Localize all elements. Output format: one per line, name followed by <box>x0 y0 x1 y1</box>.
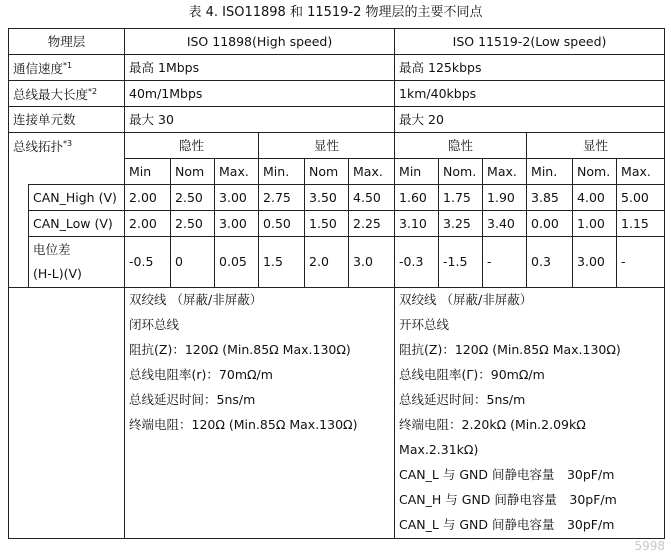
comparison-table-wrapper <box>8 28 664 539</box>
label-topology-text: 总线拓扑 <box>13 139 64 155</box>
hs-sub-5: Max. <box>349 159 395 185</box>
can-low-v7: 3.25 <box>439 211 483 237</box>
label-speed-text: 通信速度 <box>13 61 64 77</box>
hs-desc-line: 总线电阻率(r)：70mΩ/m <box>129 367 273 382</box>
can-high-v2: 3.00 <box>215 185 259 211</box>
ls-sub-1: Nom. <box>439 159 483 185</box>
ls-sub-4: Nom. <box>573 159 617 185</box>
can-low-v5: 2.25 <box>349 211 395 237</box>
can-high-v10: 4.00 <box>573 185 617 211</box>
can-high-v4: 3.50 <box>305 185 349 211</box>
label-speed <box>9 55 125 81</box>
can-high-v0: 2.00 <box>125 185 171 211</box>
diff-v7: -1.5 <box>439 237 483 288</box>
indent-cell <box>9 211 29 237</box>
diff-v6: -0.3 <box>395 237 439 288</box>
ls-sub-3: Min. <box>527 159 573 185</box>
label-length-text: 总线最大长度 <box>13 87 89 103</box>
hs-speed: 最高 1Mbps <box>125 55 395 81</box>
can-low-v2: 3.00 <box>215 211 259 237</box>
label-can-high: CAN_High (V) <box>29 185 125 211</box>
indent-cell <box>9 237 29 288</box>
label-differential-line2: (H-L)(V) <box>33 266 82 281</box>
hs-dominant: 显性 <box>259 133 395 159</box>
diff-v9: 0.3 <box>527 237 573 288</box>
diff-v10: 3.00 <box>573 237 617 288</box>
can-high-v8: 1.90 <box>483 185 527 211</box>
ls-desc-line: 阻抗(Z)：120Ω (Min.85Ω Max.130Ω) <box>399 342 621 357</box>
can-low-v6: 3.10 <box>395 211 439 237</box>
ls-units: 最大 20 <box>395 107 665 133</box>
label-units: 连接单元数 <box>9 107 125 133</box>
can-low-v10: 1.00 <box>573 211 617 237</box>
hs-desc-line: 阻抗(Z)：120Ω (Min.85Ω Max.130Ω) <box>129 342 351 357</box>
diff-v0: -0.5 <box>125 237 171 288</box>
row-can-low <box>9 211 665 237</box>
comparison-table <box>8 28 665 539</box>
can-low-v0: 2.00 <box>125 211 171 237</box>
label-length <box>9 81 125 107</box>
ls-desc-line: CAN_H 与 GND 间静电容量 30pF/m <box>399 492 617 507</box>
can-low-v1: 2.50 <box>171 211 215 237</box>
diff-v2: 0.05 <box>215 237 259 288</box>
ls-speed: 最高 125kbps <box>395 55 665 81</box>
hs-sub-3: Min. <box>259 159 305 185</box>
diff-v8: - <box>483 237 527 288</box>
ls-recessive: 隐性 <box>395 133 527 159</box>
hs-desc-line: 双绞线 （屏蔽/非屏蔽） <box>129 292 263 307</box>
ls-desc-line: 总线电阻率(Γ)：90mΩ/m <box>399 367 545 382</box>
can-low-v11: 1.15 <box>617 211 665 237</box>
hs-description <box>125 288 395 539</box>
hs-length: 40m/1Mbps <box>125 81 395 107</box>
row-can-high <box>9 185 665 211</box>
ls-desc-line: CAN_L 与 GND 间静电容量 30pF/m <box>399 517 615 532</box>
row-description <box>9 288 665 539</box>
label-can-low: CAN_Low (V) <box>29 211 125 237</box>
label-differential <box>29 237 125 288</box>
diff-v5: 3.0 <box>349 237 395 288</box>
can-low-v9: 0.00 <box>527 211 573 237</box>
can-low-v4: 1.50 <box>305 211 349 237</box>
row-units <box>9 107 665 133</box>
label-differential-line1: 电位差 <box>33 242 71 257</box>
row-speed <box>9 55 665 81</box>
header-physical-layer: 物理层 <box>9 29 125 55</box>
watermark: 5998 <box>634 539 665 553</box>
ls-desc-line: CAN_L 与 GND 间静电容量 30pF/m <box>399 467 615 482</box>
label-topology-sup: *3 <box>63 139 73 149</box>
hs-desc-line: 闭环总线 <box>129 317 180 332</box>
ls-desc-line: 总线延迟时间：5ns/m <box>399 392 526 407</box>
hs-sub-0: Min <box>125 159 171 185</box>
can-high-v7: 1.75 <box>439 185 483 211</box>
can-high-v9: 3.85 <box>527 185 573 211</box>
header-row <box>9 29 665 55</box>
ls-desc-line: 双绞线 （屏蔽/非屏蔽） <box>399 292 533 307</box>
indent-cell <box>9 185 29 211</box>
header-high-speed: ISO 11898(High speed) <box>125 29 395 55</box>
ls-desc-line: 开环总线 <box>399 317 450 332</box>
can-high-v11: 5.00 <box>617 185 665 211</box>
row-topology-head <box>9 133 665 159</box>
ls-length: 1km/40kbps <box>395 81 665 107</box>
hs-units: 最大 30 <box>125 107 395 133</box>
label-speed-sup: *1 <box>63 60 73 70</box>
row-length <box>9 81 665 107</box>
row-differential <box>9 237 665 288</box>
can-high-v1: 2.50 <box>171 185 215 211</box>
ls-desc-line: 终端电阻：2.20kΩ (Min.2.09kΩ <box>399 417 586 432</box>
diff-v1: 0 <box>171 237 215 288</box>
can-high-v3: 2.75 <box>259 185 305 211</box>
hs-sub-1: Nom <box>171 159 215 185</box>
hs-recessive: 隐性 <box>125 133 259 159</box>
header-low-speed: ISO 11519-2(Low speed) <box>395 29 665 55</box>
ls-dominant: 显性 <box>527 133 665 159</box>
ls-sub-0: Min <box>395 159 439 185</box>
can-high-v6: 1.60 <box>395 185 439 211</box>
diff-v4: 2.0 <box>305 237 349 288</box>
diff-v3: 1.5 <box>259 237 305 288</box>
ls-sub-2: Max. <box>483 159 527 185</box>
can-low-v3: 0.50 <box>259 211 305 237</box>
hs-desc-line: 总线延迟时间：5ns/m <box>129 392 256 407</box>
can-low-v8: 3.40 <box>483 211 527 237</box>
hs-sub-2: Max. <box>215 159 259 185</box>
diff-v11: - <box>617 237 665 288</box>
row-topology-sub <box>9 159 665 185</box>
hs-desc-line: 终端电阻：120Ω (Min.85Ω Max.130Ω) <box>129 417 358 432</box>
table-caption: 表 4. ISO11898 和 11519-2 物理层的主要不同点 <box>188 5 483 20</box>
can-high-v5: 4.50 <box>349 185 395 211</box>
ls-sub-5: Max. <box>617 159 665 185</box>
label-length-sup: *2 <box>88 86 98 96</box>
topology-spacer <box>9 159 125 185</box>
label-topology <box>9 133 125 159</box>
ls-description <box>395 288 665 539</box>
desc-label-cell <box>9 288 125 539</box>
ls-desc-line: Max.2.31kΩ) <box>399 442 479 457</box>
hs-sub-4: Nom <box>305 159 349 185</box>
